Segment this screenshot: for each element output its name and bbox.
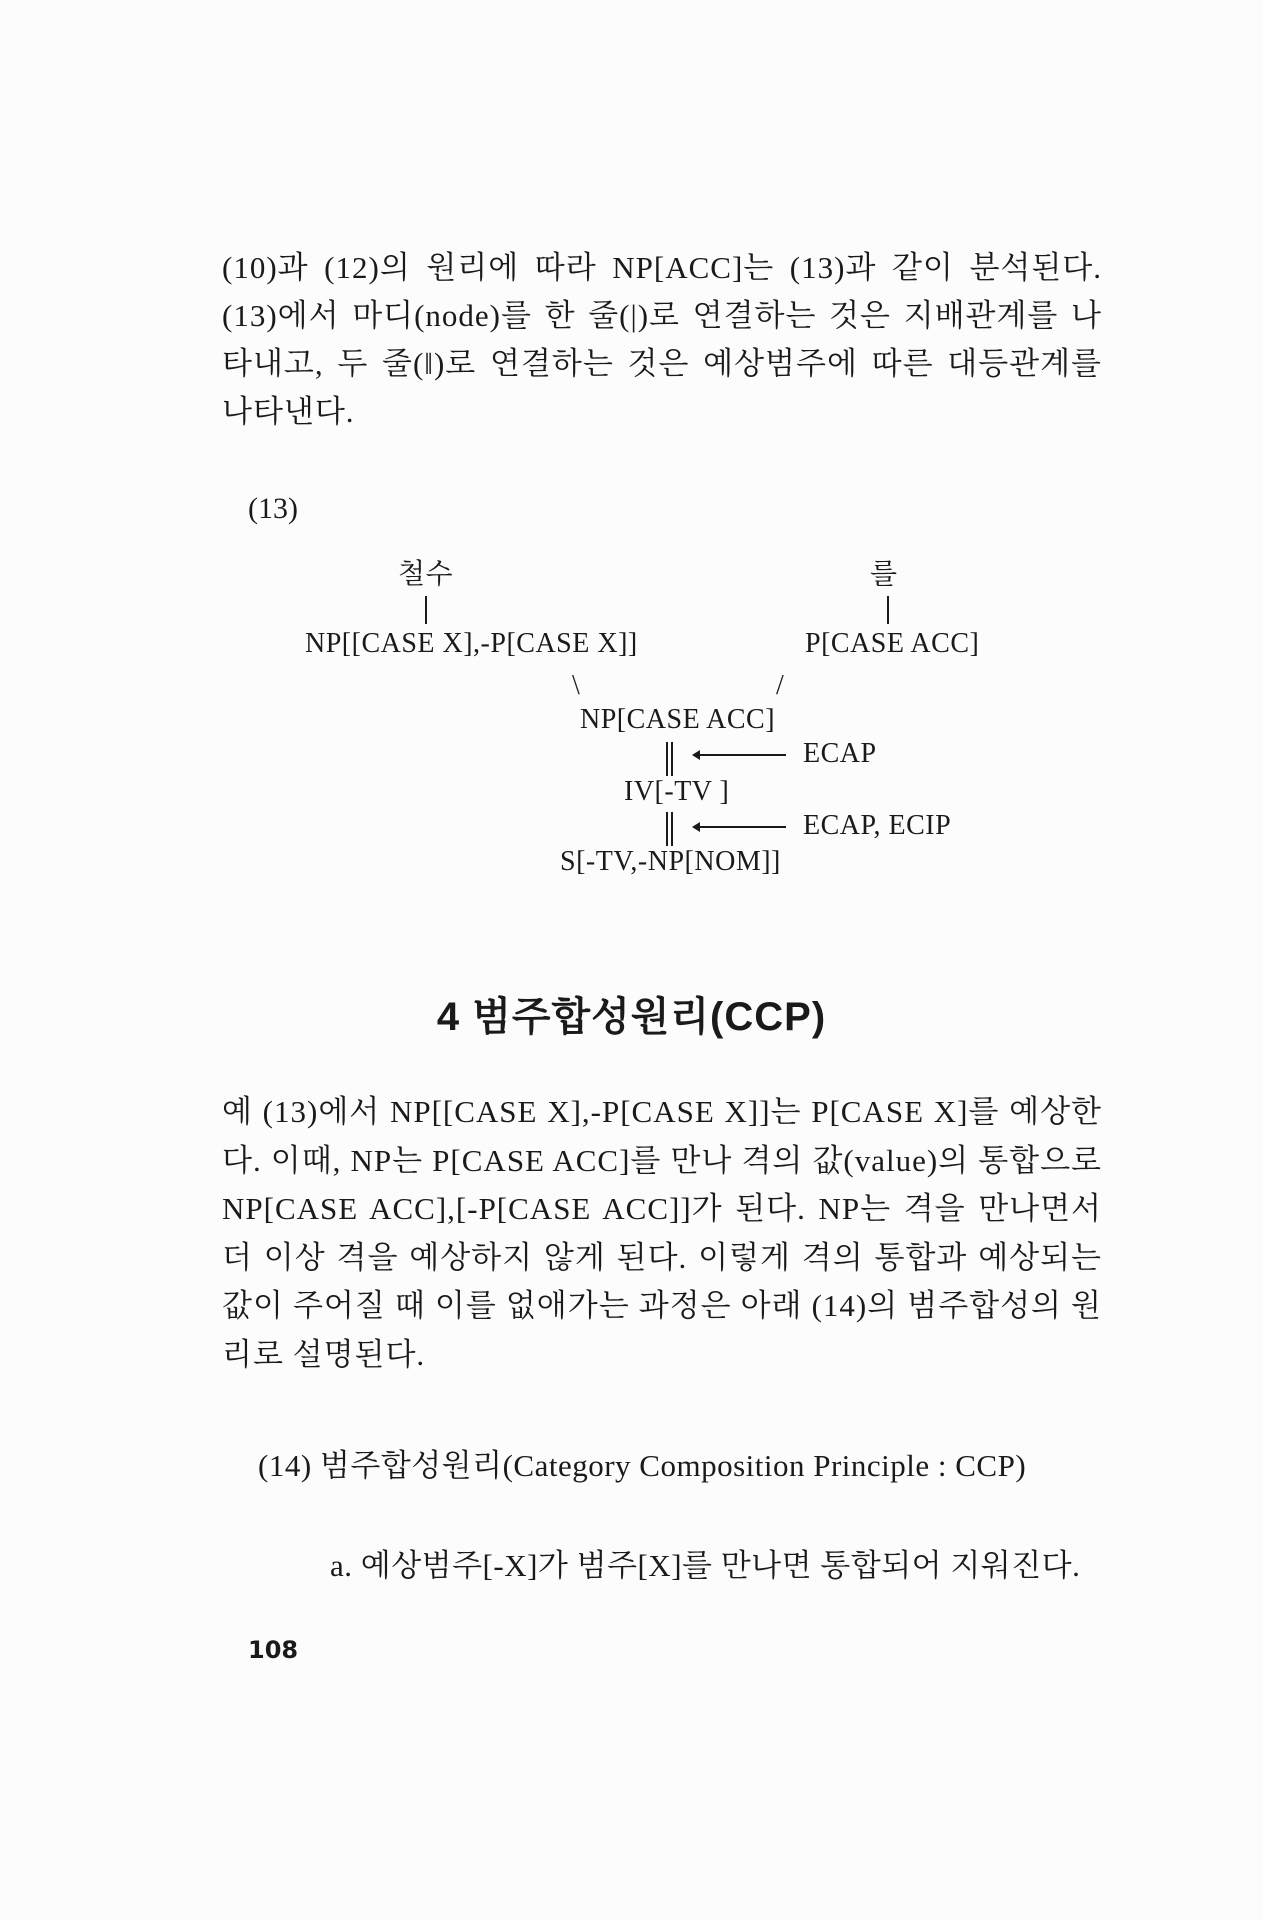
diagram-arrow2-label: ECAP, ECIP [803, 810, 952, 841]
diagram-node-np-left: NP[[CASE X],-P[CASE X]] [305, 628, 638, 659]
diagram-word-cheolsu: 철수 [398, 559, 454, 590]
diagram-word-reul: 를 [870, 559, 898, 590]
diagram-node-s: S[-TV,-NP[NOM]] [560, 846, 781, 877]
coordination-line-1 [666, 742, 673, 776]
diagram-node-np-acc: NP[CASE ACC] [580, 704, 776, 735]
intro-paragraph: (10)과 (12)의 원리에 따라 NP[ACC]는 (13)과 같이 분석된다. (13)에서 마디(node)를 한 줄(|)로 연결하는 것은 지배관계를 나타내고, 두 줄(‖)로 연결하는 것은 예상범주에 따른 대등관계를 나타낸다. [222, 250, 1102, 429]
body-paragraph: 예 (13)에서 NP[[CASE X],-P[CASE X]]는 P[CASE X]를 예상한다. 이때, NP는 P[CASE ACC]를 만나 격의 값(value)의 통합으로 NP[CASE ACC],[-P[CASE ACC]]가 된다. NP는 격을 만나면서 더 이상 격을 예상하지 않게 된다. 이렇게 격의 통합과 예상되는 값이 주어질 때 이를 없애가는 과정은 아래 (14)의 범주합성의 원리로 설명된다. [222, 1094, 1102, 1372]
principle-title: (14) 범주합성원리(Category Composition Principle : CCP) [258, 1448, 1027, 1483]
arrow-left-icon [694, 826, 786, 828]
diagram-node-iv: IV[-TV ] [624, 776, 730, 807]
coordination-line-2 [666, 812, 673, 846]
diagram-slash-left: \ [572, 670, 581, 701]
diagram-node-p-right: P[CASE ACC] [805, 628, 980, 659]
principle-item-a: a. 예상범주[-X]가 범주[X]를 만나면 통합되어 지워진다. [330, 1548, 1081, 1583]
arrow-left-icon [694, 754, 786, 756]
section-heading: 4 범주합성원리(CCP) [436, 995, 827, 1039]
diagram-arrow1-label: ECAP [803, 738, 877, 769]
diagram-slash-right: / [776, 670, 785, 701]
page-number: 108 [248, 1636, 299, 1664]
dominance-line-right [887, 596, 889, 624]
dominance-line-left [425, 596, 427, 624]
example-13-label: (13) [248, 492, 298, 525]
